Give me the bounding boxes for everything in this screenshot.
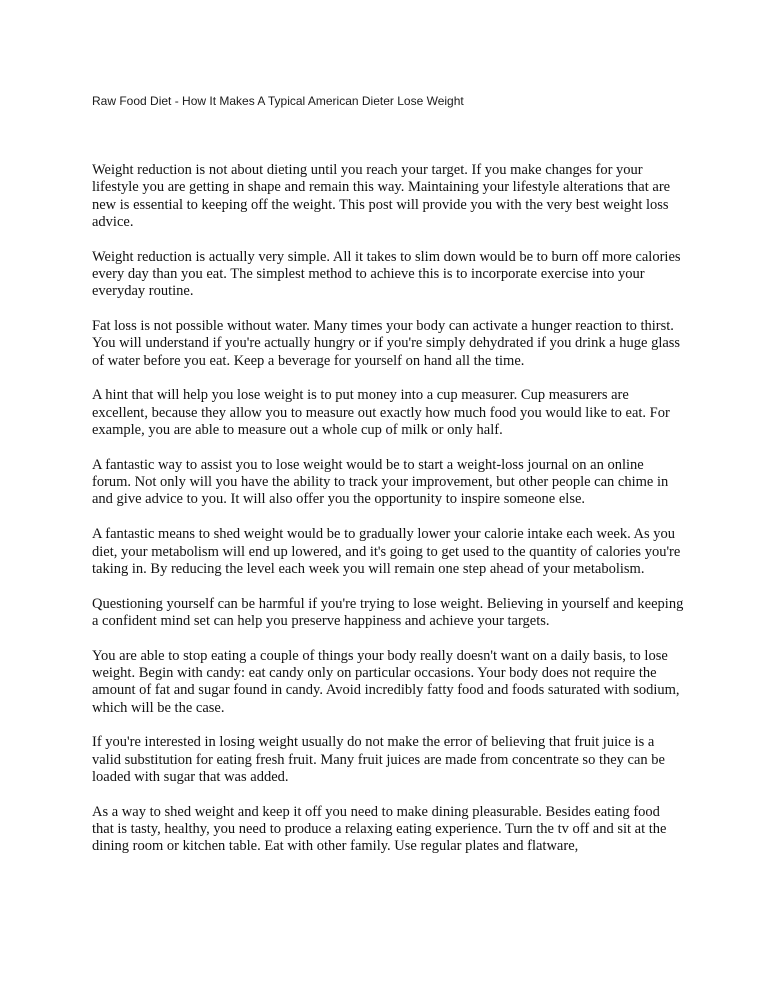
paragraph: A hint that will help you lose weight is to put money into a cup measurer. Cup measurers are excellent, because they allow you to measure out exactly how much food you would like to eat. For example, you are able to measure out a whole cup of milk or only half.: [92, 387, 670, 439]
paragraph: A fantastic way to assist you to lose weight would be to start a weight-loss journal on an online forum. Not only will you have the ability to track your improvement, but other people can chime in and give advice to you. It will also offer you the opportunity to inspire someone else.: [92, 456, 669, 508]
paragraph: Questioning yourself can be harmful if you're trying to lose weight. Believing in yourself and keeping a confident mind set can help you preserve happiness and achieve your targets.: [92, 595, 684, 629]
document-body: [92, 162, 684, 873]
document-title: Raw Food Diet - How It Makes A Typical American Dieter Lose Weight: [92, 94, 464, 108]
paragraph: Weight reduction is not about dieting until you reach your target. If you make changes for your lifestyle you are getting in shape and remain this way. Maintaining your lifestyle alterations that are new is essential to keeping off the weight. This post will provide you with the very best weight loss advice.: [92, 162, 671, 230]
paragraph: Weight reduction is actually very simple. All it takes to slim down would be to burn off more calories every day than you eat. The simplest method to achieve this is to incorporate exercise into your everyday routine.: [92, 248, 681, 300]
paragraph: Fat loss is not possible without water. Many times your body can activate a hunger reaction to thirst. You will understand if you're actually hungry or if you're simply dehydrated if you drink a huge glass of water before you eat. Keep a beverage for yourself on hand all the time.: [92, 318, 681, 369]
paragraph: As a way to shed weight and keep it off you need to make dining pleasurable. Besides eating food that is tasty, healthy, you need to produce a relaxing eating experience. Turn the tv off and sit at the dining room or kitchen table. Eat with other family. Use regular plates and flatware,: [92, 803, 667, 855]
paragraph: You are able to stop eating a couple of things your body really doesn't want on a daily basis, to lose weight. Begin with candy: eat candy only on particular occasions. Your body does not require the amount of fat and sugar found in candy. Avoid incredibly fatty food and foods saturated with sodium, which will be the case.: [92, 647, 680, 716]
paragraph: If you're interested in losing weight usually do not make the error of believing that fruit juice is a valid substitution for eating fresh fruit. Many fruit juices are made from concentrate so they can be loaded with sugar that was added.: [92, 734, 665, 786]
paragraph: A fantastic means to shed weight would be to gradually lower your calorie intake each week. As you diet, your metabolism will end up lowered, and it's going to get used to the quantity of calories you're taking in. By reducing the level each week you will remain one step ahead of your metabolism.: [92, 526, 681, 577]
